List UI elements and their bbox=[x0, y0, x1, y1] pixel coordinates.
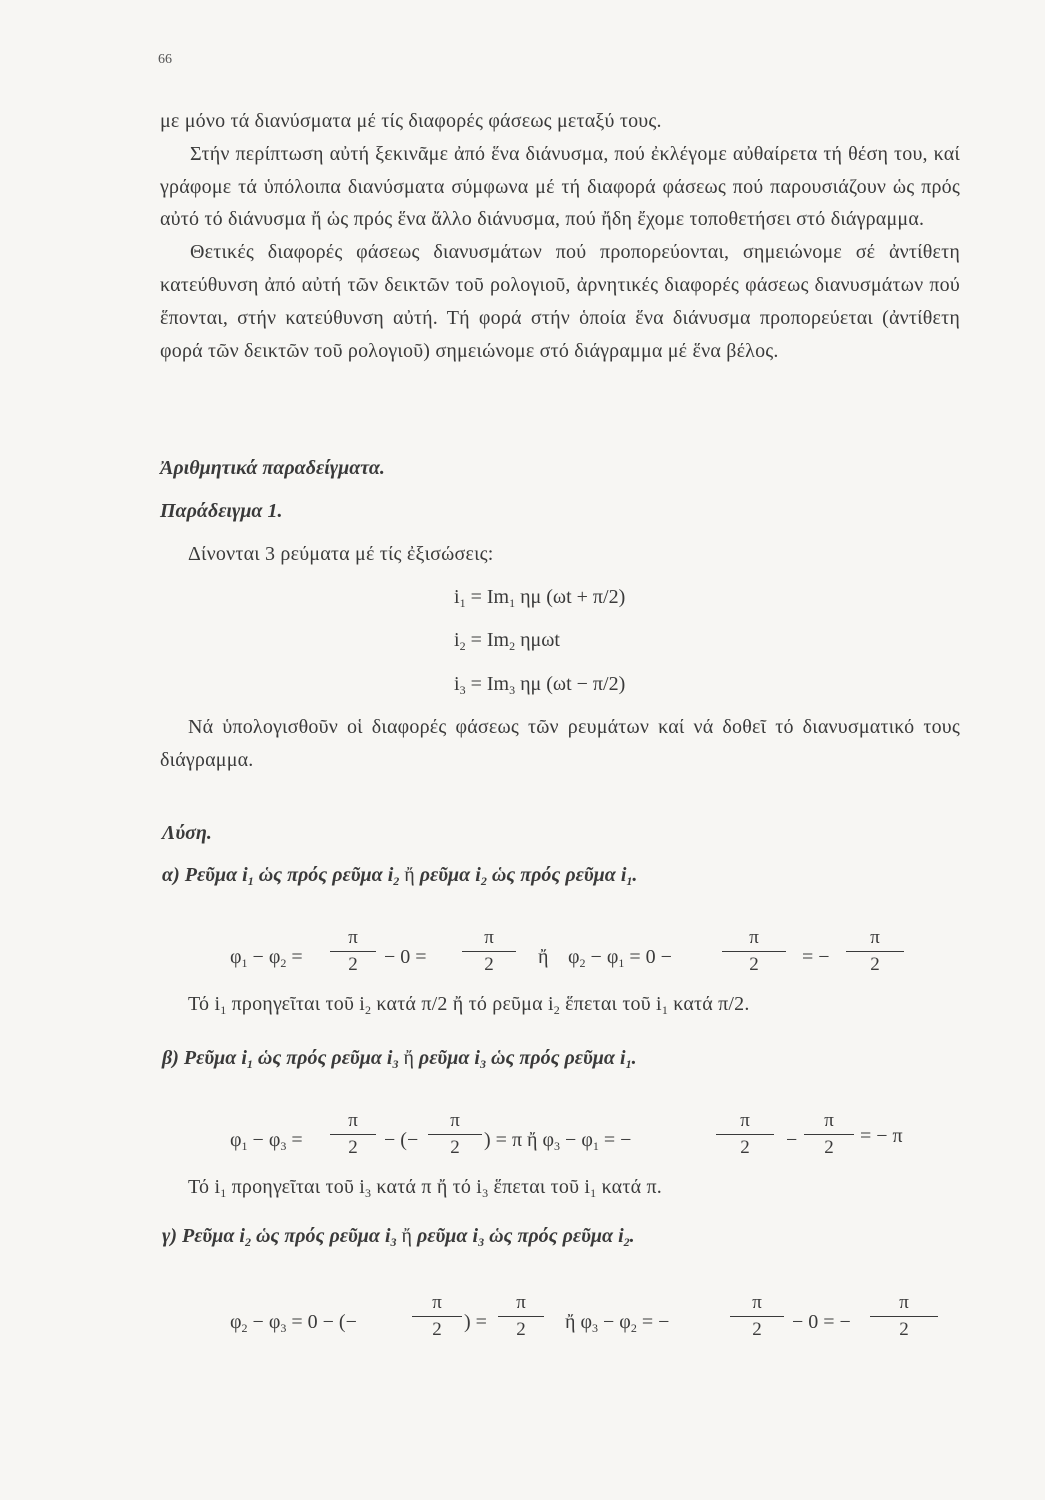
fraction-pi-over-2: π 2 bbox=[330, 1110, 376, 1159]
solution-heading: Λύση. bbox=[162, 822, 212, 844]
fraction-pi-over-2: π 2 bbox=[722, 927, 786, 976]
equation-i1: $i_1 = Im_1$ ημ (ωt + π/2) bbox=[454, 586, 626, 610]
page-number: 66 bbox=[158, 52, 172, 67]
case-a-conclusion: Τό $i_1$ προηγεῖται τοῦ $i_2$ κατά π/2 ἤ τό ρεῦμα $i_2$ ἕπεται τοῦ $i_1$ κατά π/2. bbox=[188, 993, 750, 1017]
task-text: Νά ὑπολογισθοῦν οἱ διαφορές φάσεως τῶν ρευμάτων καί νά δοθεῖ τό διανυσματικό τους διάγραμμα. bbox=[160, 716, 960, 771]
fraction-pi-over-2: π 2 bbox=[462, 927, 516, 976]
fraction-pi-over-2: π 2 bbox=[428, 1110, 482, 1159]
given-text: Δίνονται 3 ρεύματα μέ τίς ἐξισώσεις: bbox=[188, 543, 494, 565]
case-b-conclusion: Τό $i_1$ προηγεῖται τοῦ $i_3$ κατά π ἤ τό $i_3$ ἕπεται τοῦ $i_1$ κατά π. bbox=[188, 1176, 662, 1200]
intro-text bbox=[160, 105, 960, 367]
intro-paragraph-2: Στήν περίπτωση αὐτή ξεκινᾶμε ἀπό ἕνα διάνυσμα, πού ἐκλέγομε αὐθαίρετα τή θέση του, καί γράφομε τά ὑπόλοιπα διανύσματα σύμφωνα μέ τή διαφορά φάσεως πού παρουσιάζουν ὡς πρός αὐτό τό διάνυσμα ἤ ὡς πρός ἕνα ἄλλο διάνυσμα, πού ἤδη ἔχομε τοποθετήσει στό διάγραμμα. bbox=[160, 142, 960, 231]
intro-paragraph-1: με μόνο τά διανύσματα μέ τίς διαφορές φάσεως μεταξύ τους. bbox=[160, 110, 662, 132]
heading-example-1: Παράδειγμα 1. bbox=[160, 500, 283, 522]
fraction-pi-over-2: π 2 bbox=[870, 1292, 938, 1341]
fraction-pi-over-2: π 2 bbox=[716, 1110, 774, 1159]
fraction-pi-over-2: π 2 bbox=[330, 927, 376, 976]
equation-i3: $i_3 = Im_3$ ημ (ωt − π/2) bbox=[454, 673, 626, 697]
fraction-pi-over-2: π 2 bbox=[498, 1292, 544, 1341]
intro-paragraph-3: Θετικές διαφορές φάσεως διανυσμάτων πού προπορεύονται, σημειώνομε σέ ἀντίθετη κατεύθυνση ἀπό αὐτή τῶν δεικτῶν τοῦ ρολογιοῦ, ἀρνητικές διαφορές φάσεως διανυσμάτων πού ἕπονται, στήν κατεύθυνση αὐτή. Τή φορά στήν ὁποία ἕνα διάνυσμα προπορεύεται (ἀντίθετη φορά τῶν δεικτῶν τοῦ ρολογιοῦ) σημειώνομε στό διάγραμμα μέ ἕνα βέλος. bbox=[160, 241, 960, 362]
fraction-pi-over-2: π 2 bbox=[804, 1110, 854, 1159]
fraction-pi-over-2: π 2 bbox=[730, 1292, 784, 1341]
case-a-heading: α) Ρεῦμα $i_1$ ὡς πρός ρεῦμα $i_2$ ἤ ρεῦμα $i_2$ ὡς πρός ρεῦμα $i_1$. bbox=[162, 864, 638, 888]
heading-numerical-examples: Ἀριθμητικά παραδείγματα. bbox=[160, 457, 385, 479]
fraction-pi-over-2: π 2 bbox=[846, 927, 904, 976]
case-c-heading: γ) Ρεῦμα $i_2$ ὡς πρός ρεῦμα $i_3$ ἤ ρεῦμα $i_3$ ὡς πρός ρεῦμα $i_2$. bbox=[162, 1225, 635, 1249]
case-b-heading: β) Ρεῦμα $i_1$ ὡς πρός ρεῦμα $i_3$ ἤ ρεῦμα $i_3$ ὡς πρός ρεῦμα $i_1$. bbox=[162, 1047, 637, 1071]
fraction-pi-over-2: π 2 bbox=[412, 1292, 462, 1341]
equation-i2: $i_2 = Im_2$ ημωt bbox=[454, 629, 560, 653]
